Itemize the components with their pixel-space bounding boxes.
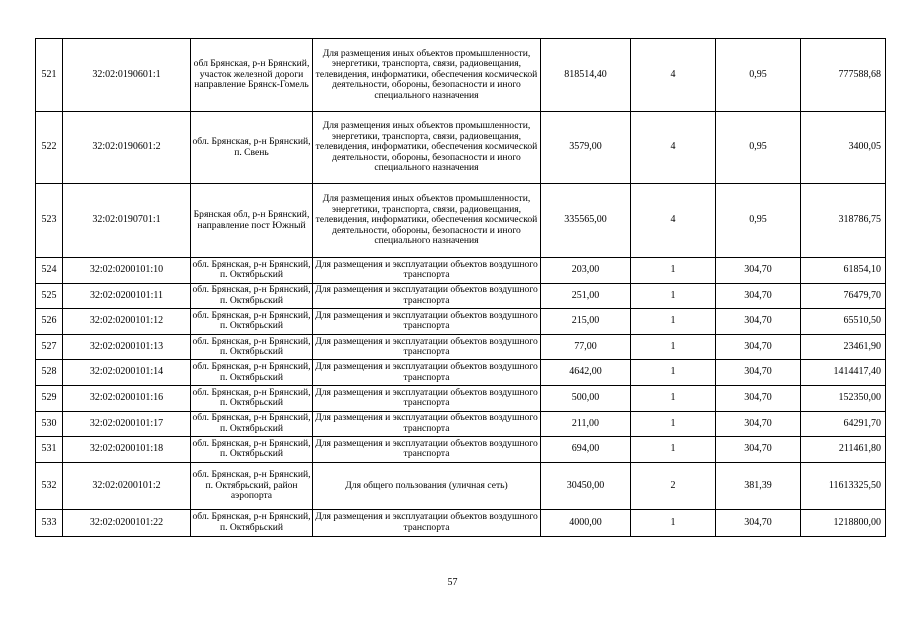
cadastral-value: 777588,68: [801, 39, 886, 112]
cadastral-value: 3400,05: [801, 112, 886, 184]
permitted-use: Для размещения и эксплуатации объектов воздушного транспорта: [313, 411, 541, 437]
row-number: 523: [36, 184, 63, 258]
group: 4: [631, 184, 716, 258]
location: обл. Брянская, р-н Брянский, п. Октябрьский: [191, 309, 313, 335]
rate: 304,70: [716, 411, 801, 437]
permitted-use: Для размещения и эксплуатации объектов воздушного транспорта: [313, 309, 541, 335]
location: обл. Брянская, р-н Брянский, п. Октябрьский: [191, 385, 313, 411]
cadastral-value: 318786,75: [801, 184, 886, 258]
rate: 304,70: [716, 509, 801, 536]
group: 1: [631, 509, 716, 536]
permitted-use: Для размещения и эксплуатации объектов воздушного транспорта: [313, 509, 541, 536]
table-row: [36, 112, 886, 184]
cadastral-number: 32:02:0200101:14: [63, 360, 191, 386]
cadastral-number: 32:02:0200101:11: [63, 283, 191, 309]
table-row: [36, 39, 886, 112]
row-number: 522: [36, 112, 63, 184]
cadastral-number: 32:02:0200101:2: [63, 462, 191, 509]
permitted-use: Для размещения и эксплуатации объектов воздушного транспорта: [313, 360, 541, 386]
cadastral-value: 211461,80: [801, 437, 886, 463]
location: Брянская обл, р-н Брянский, направление пост Южный: [191, 184, 313, 258]
permitted-use: Для общего пользования (уличная сеть): [313, 462, 541, 509]
rate: 304,70: [716, 437, 801, 463]
cadastral-number: 32:02:0200101:16: [63, 385, 191, 411]
area: 30450,00: [541, 462, 631, 509]
permitted-use: Для размещения и эксплуатации объектов воздушного транспорта: [313, 437, 541, 463]
permitted-use: Для размещения и эксплуатации объектов воздушного транспорта: [313, 334, 541, 360]
page-number: 57: [447, 577, 458, 588]
location: обл. Брянская, р-н Брянский, п. Свень: [191, 112, 313, 184]
row-number: 532: [36, 462, 63, 509]
row-number: 528: [36, 360, 63, 386]
permitted-use: Для размещения и эксплуатации объектов воздушного транспорта: [313, 283, 541, 309]
cadastral-value: 61854,10: [801, 258, 886, 284]
group: 1: [631, 360, 716, 386]
table-row: [36, 462, 886, 509]
row-number: 530: [36, 411, 63, 437]
permitted-use: Для размещения и эксплуатации объектов воздушного транспорта: [313, 258, 541, 284]
cadastral-number: 32:02:0200101:22: [63, 509, 191, 536]
row-number: 529: [36, 385, 63, 411]
cadastral-number: 32:02:0200101:17: [63, 411, 191, 437]
rate: 0,95: [716, 184, 801, 258]
cadastral-number: 32:02:0200101:12: [63, 309, 191, 335]
cadastral-number: 32:02:0190601:1: [63, 39, 191, 112]
area: 3579,00: [541, 112, 631, 184]
table-row: [36, 283, 886, 309]
area: 4000,00: [541, 509, 631, 536]
table-row: [36, 334, 886, 360]
location: обл. Брянская, р-н Брянский, п. Октябрьский: [191, 258, 313, 284]
area: 694,00: [541, 437, 631, 463]
location: обл. Брянская, р-н Брянский, п. Октябрьский: [191, 283, 313, 309]
location: обл. Брянская, р-н Брянский, п. Октябрьский: [191, 509, 313, 536]
rate: 304,70: [716, 334, 801, 360]
cadastral-value: 11613325,50: [801, 462, 886, 509]
row-number: 533: [36, 509, 63, 536]
area: 211,00: [541, 411, 631, 437]
row-number: 527: [36, 334, 63, 360]
group: 1: [631, 437, 716, 463]
table-row: [36, 184, 886, 258]
cadastral-number: 32:02:0200101:13: [63, 334, 191, 360]
group: 2: [631, 462, 716, 509]
table-row: [36, 411, 886, 437]
area: 500,00: [541, 385, 631, 411]
location: обл. Брянская, р-н Брянский, п. Октябрьский, район аэропорта: [191, 462, 313, 509]
location: обл. Брянская, р-н Брянский, п. Октябрьский: [191, 360, 313, 386]
location: обл. Брянская, р-н Брянский, п. Октябрьский: [191, 437, 313, 463]
location: обл. Брянская, р-н Брянский, п. Октябрьский: [191, 334, 313, 360]
rate: 304,70: [716, 360, 801, 386]
location: обл Брянская, р-н Брянский, участок железной дороги направление Брянск-Гомель: [191, 39, 313, 112]
permitted-use: Для размещения иных объектов промышленности, энергетики, транспорта, связи, радиовещания, телевидения, информатики, обеспечения космической деятельности, обороны, безопасности и иного специального назначения: [313, 184, 541, 258]
area: 335565,00: [541, 184, 631, 258]
group: 1: [631, 411, 716, 437]
cadastral-value: 23461,90: [801, 334, 886, 360]
area: 215,00: [541, 309, 631, 335]
row-number: 526: [36, 309, 63, 335]
rate: 304,70: [716, 283, 801, 309]
area: 818514,40: [541, 39, 631, 112]
table-row: [36, 258, 886, 284]
area: 251,00: [541, 283, 631, 309]
group: 1: [631, 334, 716, 360]
table-row: [36, 437, 886, 463]
cadastral-value: 152350,00: [801, 385, 886, 411]
area: 203,00: [541, 258, 631, 284]
rate: 381,39: [716, 462, 801, 509]
row-number: 531: [36, 437, 63, 463]
rate: 304,70: [716, 258, 801, 284]
table-row: [36, 509, 886, 536]
cadastral-value: 76479,70: [801, 283, 886, 309]
cadastral-value: 64291,70: [801, 411, 886, 437]
row-number: 525: [36, 283, 63, 309]
cadastral-number: 32:02:0190601:2: [63, 112, 191, 184]
table-row: [36, 309, 886, 335]
cadastral-number: 32:02:0200101:18: [63, 437, 191, 463]
rate: 0,95: [716, 39, 801, 112]
area: 77,00: [541, 334, 631, 360]
group: 1: [631, 309, 716, 335]
rate: 304,70: [716, 385, 801, 411]
table-row: [36, 385, 886, 411]
group: 4: [631, 39, 716, 112]
land-plots-table: [35, 38, 886, 537]
cadastral-number: 32:02:0200101:10: [63, 258, 191, 284]
cadastral-value: 1414417,40: [801, 360, 886, 386]
group: 4: [631, 112, 716, 184]
permitted-use: Для размещения иных объектов промышленности, энергетики, транспорта, связи, радиовещания, телевидения, информатики, обеспечения космической деятельности, обороны, безопасности и иного специального назначения: [313, 39, 541, 112]
rate: 0,95: [716, 112, 801, 184]
location: обл. Брянская, р-н Брянский, п. Октябрьский: [191, 411, 313, 437]
row-number: 521: [36, 39, 63, 112]
group: 1: [631, 283, 716, 309]
cadastral-number: 32:02:0190701:1: [63, 184, 191, 258]
group: 1: [631, 385, 716, 411]
rate: 304,70: [716, 309, 801, 335]
row-number: 524: [36, 258, 63, 284]
group: 1: [631, 258, 716, 284]
permitted-use: Для размещения и эксплуатации объектов воздушного транспорта: [313, 385, 541, 411]
permitted-use: Для размещения иных объектов промышленности, энергетики, транспорта, связи, радиовещания, телевидения, информатики, обеспечения космической деятельности, обороны, безопасности и иного специального назначения: [313, 112, 541, 184]
cadastral-value: 1218800,00: [801, 509, 886, 536]
table-row: [36, 360, 886, 386]
cadastral-value: 65510,50: [801, 309, 886, 335]
area: 4642,00: [541, 360, 631, 386]
